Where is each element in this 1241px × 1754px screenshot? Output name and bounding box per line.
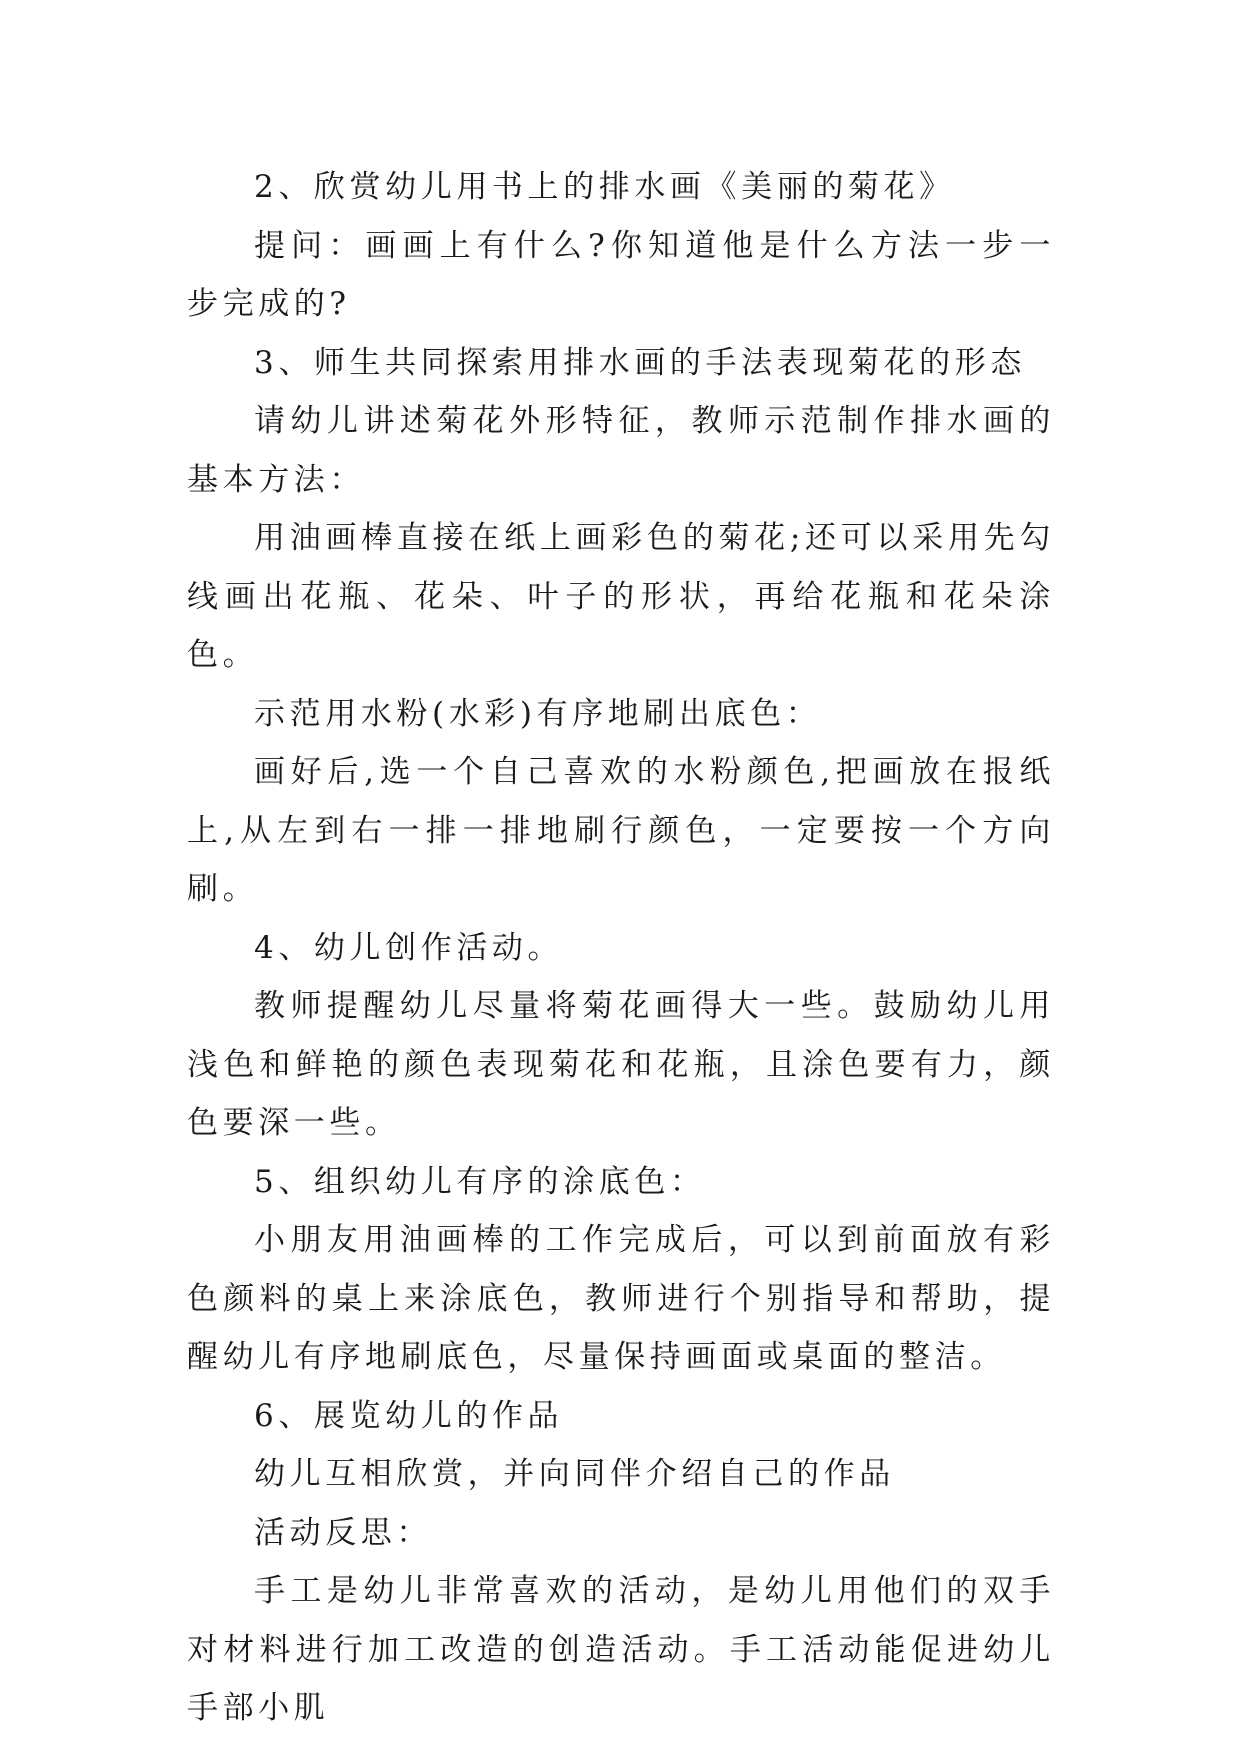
paragraph-demo-background: 示范用水粉(水彩)有序地刷出底色： xyxy=(254,695,822,732)
paragraph-step-2: 2、欣赏幼儿用书上的排水画《美丽的菊花》 xyxy=(254,169,955,205)
paragraph-method-intro: 请幼儿讲述菊花外形特征，教师示范制作排水画的基本方法： xyxy=(187,403,1055,498)
paragraph-teacher-reminder: 教师提醒幼儿尽量将菊花画得大一些。鼓励幼儿用浅色和鲜艳的颜色表现菊花和花瓶，且涂色要有力，颜色要深一些。 xyxy=(187,988,1055,1141)
paragraph-brush-direction: 画好后,选一个自己喜欢的水粉颜色,把画放在报纸上,从左到右一排一排地刷行颜色，一定要按一个方向刷。 xyxy=(187,754,1055,907)
paragraph-step-4: 4、幼儿创作活动。 xyxy=(254,929,564,966)
paragraph-question: 提问：画画上有什么?你知道他是什么方法一步一步完成的? xyxy=(187,227,1055,322)
paragraph-background-painting: 小朋友用油画棒的工作完成后，可以到前面放有彩色颜料的桌上来涂底色，教师进行个别指导和帮助，提醒幼儿有序地刷底色，尽量保持画面或桌面的整洁。 xyxy=(187,1222,1055,1375)
paragraph-crayon-method: 用油画棒直接在纸上画彩色的菊花;还可以采用先勾线画出花瓶、花朵、叶子的形状，再给花瓶和花朵涂色。 xyxy=(187,520,1055,673)
paragraph-appreciation: 幼儿互相欣赏，并向同伴介绍自己的作品 xyxy=(254,1456,895,1492)
paragraph-reflection-heading: 活动反思： xyxy=(254,1514,432,1551)
paragraph-step-5: 5、组织幼儿有序的涂底色： xyxy=(254,1163,706,1200)
document-page xyxy=(187,158,1055,1738)
paragraph-reflection-body: 手工是幼儿非常喜欢的活动，是幼儿用他们的双手对材料进行加工改造的创造活动。手工活动能促进幼儿手部小肌 xyxy=(187,1573,1055,1726)
paragraph-step-3: 3、师生共同探索用排水画的手法表现菊花的形态 xyxy=(254,344,1026,381)
paragraph-step-6: 6、展览幼儿的作品 xyxy=(254,1397,564,1434)
